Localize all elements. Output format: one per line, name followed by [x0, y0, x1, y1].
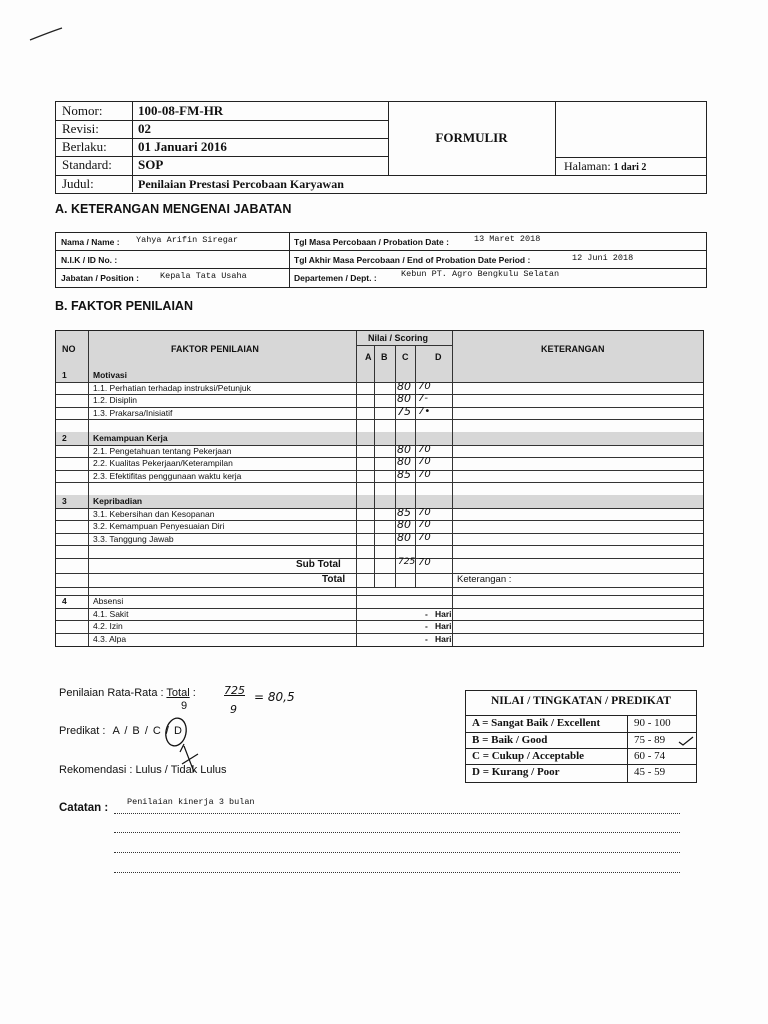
assessment-table — [55, 330, 704, 647]
strike-mark — [178, 742, 202, 776]
group-no: 3 — [62, 496, 67, 506]
group-name: Motivasi — [93, 370, 128, 380]
table-rule — [56, 633, 703, 634]
handwritten-score: 85 — [397, 505, 411, 519]
catatan-label: Catatan : — [59, 802, 109, 814]
keterangan-label: Keterangan : — [457, 573, 512, 585]
handwritten-score-note: 7• — [418, 405, 431, 417]
col-header-nilai: Nilai / Scoring — [368, 333, 429, 343]
group-no: 2 — [62, 433, 67, 443]
sub-total-label: Sub Total — [296, 559, 341, 570]
rekomendasi-options: Lulus / Tidak Lulus — [135, 764, 227, 776]
factor-item-label: 1.2. Disiplin — [93, 395, 137, 406]
table-rule — [56, 595, 703, 596]
header-row-standard — [56, 156, 388, 174]
header-value: 02 — [138, 121, 151, 136]
handwritten-score: 80 — [397, 518, 411, 532]
section-b-title: B. FAKTOR PENILAIAN — [55, 299, 193, 313]
handwritten-score-note: 70 — [418, 443, 431, 455]
header-row-revisi — [56, 120, 388, 139]
predikat-row-range: 90 - 100 — [634, 717, 671, 729]
col-header-b: B — [381, 352, 388, 362]
end-probation-label: Tgl Akhir Masa Percobaan / End of Probation Date Period : — [294, 255, 531, 265]
header-label: Revisi: — [62, 121, 99, 136]
header-value: 100-08-FM-HR — [138, 103, 224, 118]
predikat-row-label: C = Cukup / Acceptable — [472, 750, 585, 762]
group-name: Kepribadian — [93, 496, 143, 506]
absensi-item-unit: Hari — [435, 634, 452, 644]
rekomendasi-label: Rekomendasi : — [59, 764, 133, 776]
average-divisor: 9 — [181, 700, 188, 712]
probation-date-value: 13 Maret 2018 — [474, 234, 541, 244]
halaman-label: Halaman: — [564, 159, 611, 173]
table-rule — [56, 482, 703, 483]
group-header-bg — [56, 369, 703, 382]
col-header-keterangan: KETERANGAN — [541, 344, 605, 354]
predikat-table — [465, 690, 697, 783]
handwritten-denominator: 9 — [230, 703, 237, 716]
handwritten-score-note: 70 — [418, 531, 431, 543]
group-no: 1 — [62, 370, 67, 380]
note-line — [114, 812, 680, 814]
halaman-value: 1 dari 2 — [613, 162, 647, 173]
header-value: 01 Januari 2016 — [138, 139, 227, 154]
col-header-d: D — [435, 352, 442, 362]
table-rule — [88, 331, 89, 646]
nama-label: Nama / Name : — [61, 237, 120, 247]
handwritten-score: 85 — [397, 467, 411, 481]
document-header — [55, 101, 707, 194]
jabatan-label: Jabatan / Position : — [61, 273, 139, 283]
total-label: Total — [322, 573, 346, 585]
handwritten-score: 80 — [397, 455, 411, 469]
nama-value: Yahya Arifin Siregar — [136, 235, 239, 245]
judul-value: Penilaian Prestasi Percobaan Karyawan — [138, 177, 344, 191]
pen-stroke-mark — [28, 26, 64, 42]
table-rule — [415, 345, 416, 588]
factor-item-label: 3.1. Kebersihan dan Kesopanan — [93, 508, 215, 519]
factor-item-label: 2.1. Pengetahuan tentang Pekerjaan — [93, 445, 232, 456]
table-rule — [56, 608, 703, 609]
halaman — [564, 159, 646, 174]
average-label: Penilaian Rata-Rata : — [59, 687, 164, 699]
table-rule — [56, 394, 703, 395]
handwritten-score-note: 70 — [418, 519, 431, 531]
form-title: FORMULIR — [435, 130, 508, 145]
note-line — [114, 831, 680, 833]
col-header-faktor: FAKTOR PENILAIAN — [171, 344, 259, 354]
handwritten-numerator: 725 — [224, 684, 245, 697]
sub-total-score: 725 — [398, 557, 416, 567]
table-rule — [56, 587, 703, 588]
handwritten-score: 75 — [397, 404, 411, 418]
section-a-title: A. KETERANGAN MENGENAI JABATAN — [55, 202, 292, 216]
judul-label: Judul: — [62, 176, 94, 191]
dept-value: Kebun PT. Agro Bengkulu Selatan — [401, 269, 560, 279]
absensi-item-value: - — [425, 634, 428, 644]
checkmark-icon — [678, 735, 694, 747]
absensi-item-label: 4.2. Izin — [93, 621, 123, 632]
predikat-label: Predikat : — [59, 725, 106, 737]
group-name: Kemampuan Kerja — [93, 433, 168, 443]
average-score-line: Penilaian Rata-Rata : Total : — [59, 687, 196, 699]
table-rule — [56, 419, 703, 420]
position-info-table — [55, 232, 707, 288]
nik-label: N.I.K / ID No. : — [61, 255, 118, 265]
dept-label: Departemen / Dept. : — [294, 273, 377, 283]
absensi-item-label: 4.3. Alpa — [93, 634, 127, 644]
table-rule — [56, 558, 703, 559]
absensi-item-value: - — [425, 608, 428, 619]
factor-item-label: 1.3. Prakarsa/Inisiatif — [93, 407, 173, 418]
predikat-table-title: NILAI / TINGKATAN / PREDIKAT — [491, 695, 671, 707]
factor-item-label: 1.1. Perhatian terhadap instruksi/Petunjuk — [93, 382, 251, 393]
total-word: Total — [166, 687, 190, 699]
table-rule — [395, 345, 396, 588]
absensi-no: 4 — [62, 596, 67, 607]
group-header-bg — [56, 495, 703, 508]
handwritten-score-note: 70 — [418, 456, 431, 468]
predikat-options: A / B / C / D — [112, 725, 183, 737]
header-label: Berlaku: — [62, 139, 107, 154]
table-rule — [56, 545, 703, 546]
col-header-a: A — [365, 352, 372, 362]
handwritten-score-note: 7- — [418, 393, 428, 405]
jabatan-value: Kepala Tata Usaha — [160, 271, 247, 281]
end-probation-value: 12 Juni 2018 — [572, 253, 634, 263]
absensi-item-label: 4.1. Sakit — [93, 608, 129, 619]
col-header-no: NO — [62, 344, 76, 354]
predikat-row-label: B = Baik / Good — [472, 734, 548, 746]
handwritten-score: 80 — [397, 530, 411, 544]
table-rule — [356, 331, 357, 646]
probation-date-label: Tgl Masa Percobaan / Probation Date : — [294, 237, 449, 247]
absensi-item-value: - — [425, 621, 428, 632]
factor-item-label: 2.2. Kualitas Pekerjaan/Keterampilan — [93, 458, 233, 469]
predikat-row-label: D = Kurang / Poor — [472, 766, 560, 778]
table-rule — [374, 345, 375, 588]
predikat-row-range: 60 - 74 — [634, 750, 666, 762]
header-label: Nomor: — [62, 103, 103, 118]
table-rule — [452, 331, 453, 646]
handwritten-score: 80 — [397, 379, 411, 393]
table-rule — [56, 573, 703, 574]
factor-item-label: 3.3. Tanggung Jawab — [93, 533, 174, 544]
note-line — [114, 871, 680, 873]
absensi-item-unit: Hari — [435, 621, 452, 632]
header-label: Standard: — [62, 157, 112, 172]
predikat-row-label: A = Sangat Baik / Excellent — [472, 717, 601, 729]
catatan-value: Penilaian kinerja 3 bulan — [127, 797, 255, 807]
handwritten-score: 80 — [397, 442, 411, 456]
note-line — [114, 851, 680, 853]
table-rule — [56, 620, 703, 621]
absensi-item-unit: Hari — [435, 608, 452, 619]
handwritten-score-note: 70 — [418, 380, 431, 392]
header-row-berlaku — [56, 138, 388, 157]
factor-item-label: 2.3. Efektifitas penggunaan waktu kerja — [93, 470, 242, 481]
handwritten-score: 80 — [397, 392, 411, 406]
handwritten-score-note: 70 — [418, 506, 431, 518]
header-value: SOP — [138, 157, 164, 172]
handwritten-result: = 80,5 — [254, 690, 295, 704]
handwritten-score-note: 70 — [418, 468, 431, 480]
col-header-c: C — [402, 352, 409, 362]
predikat-row-range: 75 - 89 — [634, 734, 666, 746]
predikat-row-range: 45 - 59 — [634, 766, 666, 778]
header-row-nomor — [56, 102, 388, 121]
sub-total-note: 70 — [418, 557, 431, 568]
absensi-title: Absensi — [93, 596, 124, 607]
table-rule — [356, 345, 452, 346]
factor-item-label: 3.2. Kemampuan Penyesuaian Diri — [93, 521, 225, 532]
